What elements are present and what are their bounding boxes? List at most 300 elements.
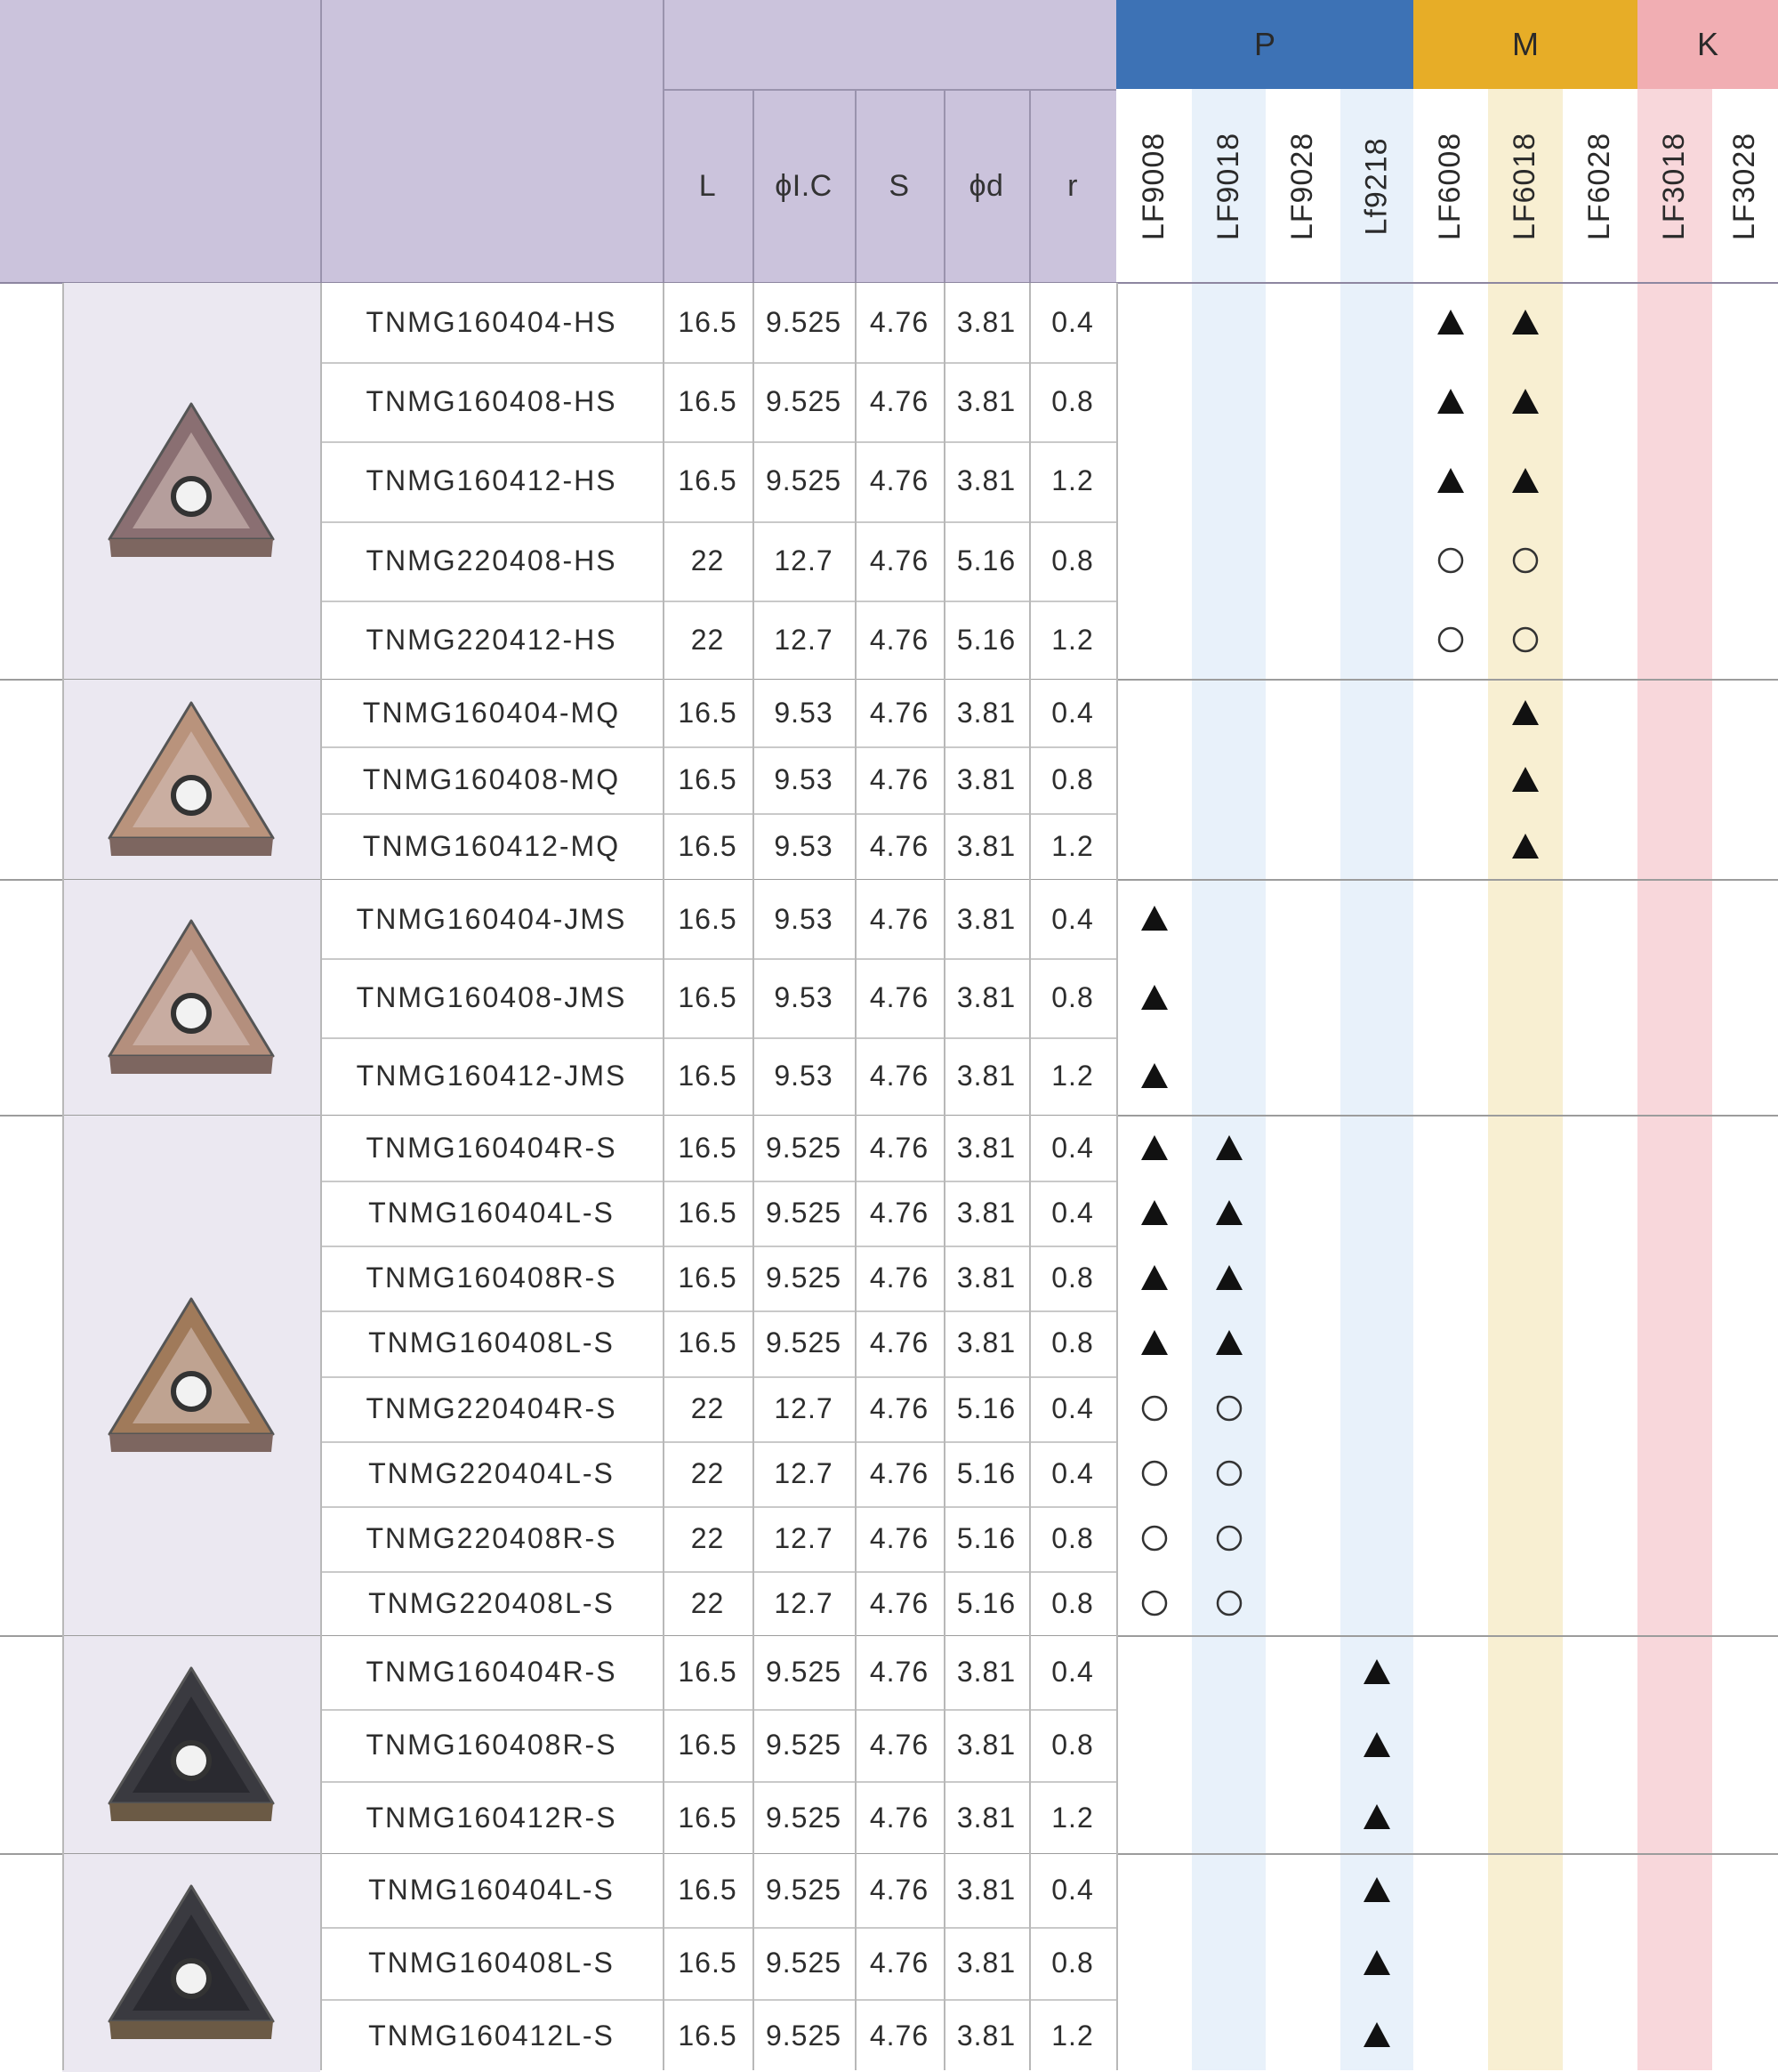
dimension-r-value <box>1029 441 1116 520</box>
dimension-value-text: 1.2 <box>1051 464 1094 497</box>
available-triangle-icon <box>1207 1191 1251 1236</box>
row-divider <box>320 746 1116 748</box>
available-triangle-icon <box>1132 1126 1177 1171</box>
insert-image-cell <box>62 680 320 880</box>
dimension-value-text: 12.7 <box>774 623 833 656</box>
row-divider <box>320 1999 1116 2001</box>
model-code-text: TNMG160408L-S <box>368 1326 615 1359</box>
dimension-r-value <box>1029 1246 1116 1310</box>
available-triangle-icon <box>1355 1723 1399 1768</box>
dimension-value-text: 9.525 <box>765 1946 842 1979</box>
dimension-value-text: 4.76 <box>869 1456 929 1489</box>
dimension-r-value <box>1029 1636 1116 1709</box>
material-group-label: K <box>1696 26 1718 62</box>
dimension-s-value <box>855 1709 944 1782</box>
model-code <box>320 1246 663 1310</box>
dimension-d-value <box>944 1246 1029 1310</box>
dimension-d-value <box>944 1310 1029 1375</box>
available-triangle-icon <box>1132 1191 1177 1236</box>
dimension-value-text: 12.7 <box>774 1586 833 1619</box>
dimension-value-text: 9.53 <box>774 830 833 862</box>
dimension-ic-value <box>752 601 855 680</box>
dimension-l-value <box>663 441 752 520</box>
dimension-value-text: 4.76 <box>869 544 929 576</box>
dimension-value-text: 16.5 <box>678 763 737 795</box>
optional-circle-icon <box>1132 1451 1177 1496</box>
dimension-d-value <box>944 958 1029 1036</box>
model-code-text: TNMG220412-HS <box>366 623 617 656</box>
dimension-value-text: 4.76 <box>869 902 929 935</box>
dimension-value-text: 16.5 <box>678 1656 737 1689</box>
column-divider <box>752 283 754 2070</box>
row-divider <box>320 1441 1116 1443</box>
dimension-value-text: 4.76 <box>869 1728 929 1761</box>
dimension-value-text: 4.76 <box>869 763 929 795</box>
dimension-value-text: 5.16 <box>956 1456 1017 1489</box>
model-code <box>320 1636 663 1709</box>
dimension-ic-value <box>752 441 855 520</box>
model-code <box>320 1781 663 1854</box>
dimension-value-text: 4.76 <box>869 1262 929 1294</box>
available-triangle-icon <box>1355 1795 1399 1840</box>
dimension-r-value <box>1029 1927 1116 2000</box>
model-code <box>320 1181 663 1246</box>
dimension-value-text: 16.5 <box>678 1262 737 1294</box>
dimension-value-text: 4.76 <box>869 2019 929 2052</box>
dimension-value-text: 0.8 <box>1051 544 1094 576</box>
dimension-ic-value <box>752 362 855 441</box>
dimension-value-text: 3.81 <box>956 980 1017 1013</box>
model-code-text: TNMG160412-MQ <box>362 830 621 862</box>
dimension-value-text: 3.81 <box>956 1197 1017 1229</box>
triangular-insert-s-bronze-icon <box>102 1292 280 1461</box>
dimension-value-text: 9.525 <box>765 464 842 497</box>
dimension-r-value <box>1029 746 1116 813</box>
dimension-r-value <box>1029 283 1116 362</box>
dimension-ic-value <box>752 1310 855 1375</box>
dimension-value-text: 4.76 <box>869 1874 929 1907</box>
model-code-text: TNMG160412-HS <box>366 464 617 497</box>
dimension-value-text: 16.5 <box>678 385 737 418</box>
dimension-value-text: 0.8 <box>1051 980 1094 1013</box>
insert-image-cell <box>62 880 320 1116</box>
dimension-value-text: 0.4 <box>1051 1132 1094 1165</box>
grade-header-lf9218 <box>1340 89 1413 283</box>
dimension-l-value <box>663 1037 752 1116</box>
model-code <box>320 1854 663 1927</box>
dimension-value-text: 22 <box>690 1391 725 1424</box>
dimension-value-text: 16.5 <box>678 1801 737 1834</box>
dimension-value-text: 0.8 <box>1051 1586 1094 1619</box>
dimension-s-value <box>855 362 944 441</box>
dimension-l-value <box>663 1854 752 1927</box>
dimension-r-value <box>1029 1441 1116 1506</box>
dimension-d-value <box>944 1854 1029 1927</box>
dimension-ic-value <box>752 1037 855 1116</box>
dimension-r-value <box>1029 1506 1116 1571</box>
available-triangle-icon <box>1207 1321 1251 1366</box>
insert-image-cell <box>62 1116 320 1636</box>
available-triangle-icon <box>1132 1256 1177 1301</box>
row-divider <box>320 362 1116 364</box>
dimension-value-text: 5.16 <box>956 1391 1017 1424</box>
dimension-l-value <box>663 1310 752 1375</box>
dimension-value-text: 9.53 <box>774 1060 833 1092</box>
model-code-text: TNMG160404L-S <box>368 1874 615 1907</box>
dimension-value-text: 16.5 <box>678 697 737 729</box>
triangular-insert-s-dark-l-icon <box>102 1879 280 2048</box>
grade-header-label: LF3028 <box>1727 132 1762 240</box>
dimension-ic-value <box>752 1181 855 1246</box>
available-triangle-icon <box>1355 1941 1399 1986</box>
dimension-value-text: 3.81 <box>956 2019 1017 2052</box>
dimension-s-value <box>855 1037 944 1116</box>
dimension-value-text: 9.525 <box>765 1326 842 1359</box>
model-code-text: TNMG220408L-S <box>368 1586 615 1619</box>
available-triangle-icon <box>1132 1321 1177 1366</box>
dimension-r-value <box>1029 1116 1116 1181</box>
dimension-s-value <box>855 1927 944 2000</box>
dimension-value-text: 4.76 <box>869 1197 929 1229</box>
dimension-value-text: 16.5 <box>678 1060 737 1092</box>
available-triangle-icon <box>1132 976 1177 1020</box>
row-divider <box>320 813 1116 815</box>
dimension-ic-value <box>752 880 855 958</box>
dimension-d-value <box>944 1999 1029 2072</box>
available-triangle-icon <box>1132 1054 1177 1099</box>
dimension-value-text: 3.81 <box>956 306 1017 339</box>
dimension-d-value <box>944 813 1029 880</box>
dimension-ic-value <box>752 1441 855 1506</box>
row-divider <box>320 1709 1116 1711</box>
dimension-value-text: 0.8 <box>1051 1326 1094 1359</box>
dimension-s-value <box>855 1999 944 2072</box>
column-divider <box>1116 283 1118 2070</box>
dimension-value-text: 16.5 <box>678 306 737 339</box>
dimension-d-value <box>944 521 1029 601</box>
dimension-value-text: 4.76 <box>869 1132 929 1165</box>
dimension-d-value <box>944 1181 1029 1246</box>
dimension-d-value <box>944 1781 1029 1854</box>
model-code-text: TNMG160412R-S <box>366 1801 617 1834</box>
dimension-value-text: 16.5 <box>678 902 737 935</box>
model-code-text: TNMG160408-MQ <box>362 763 621 795</box>
dimension-ic-value <box>752 680 855 746</box>
model-code <box>320 441 663 520</box>
dimension-value-text: 12.7 <box>774 544 833 576</box>
dimension-l-value <box>663 958 752 1036</box>
dimension-value-text: 4.76 <box>869 623 929 656</box>
grade-header-lf3028 <box>1712 89 1778 283</box>
dimension-d-value <box>944 746 1029 813</box>
dimension-s-value <box>855 521 944 601</box>
available-triangle-icon <box>1428 459 1473 504</box>
dimension-value-text: 3.81 <box>956 1326 1017 1359</box>
dimension-r-value <box>1029 1781 1116 1854</box>
optional-circle-icon <box>1132 1581 1177 1625</box>
row-divider <box>320 1181 1116 1182</box>
column-divider <box>944 283 945 2070</box>
header-column-divider <box>944 89 945 283</box>
available-triangle-icon <box>1503 459 1548 504</box>
triangular-insert-hs-icon <box>102 397 280 566</box>
dimension-value-text: 9.525 <box>765 385 842 418</box>
dimension-value-text: 9.525 <box>765 1197 842 1229</box>
dimension-value-text: 0.4 <box>1051 306 1094 339</box>
dimension-ic-value <box>752 813 855 880</box>
column-divider <box>62 283 64 2070</box>
dimension-value-text: 0.8 <box>1051 1946 1094 1979</box>
model-code-text: TNMG160408R-S <box>366 1728 617 1761</box>
dimension-l-value <box>663 1571 752 1636</box>
dimension-value-text: 3.81 <box>956 1946 1017 1979</box>
dimension-value-text: 4.76 <box>869 385 929 418</box>
grade-header-label: LF6018 <box>1508 132 1542 240</box>
model-code-text: TNMG220408R-S <box>366 1521 617 1554</box>
model-code <box>320 1571 663 1636</box>
available-triangle-icon <box>1503 758 1548 802</box>
model-code <box>320 521 663 601</box>
dimension-ic-value <box>752 1116 855 1181</box>
material-group-label: P <box>1253 26 1275 62</box>
dimension-value-text: 4.76 <box>869 1801 929 1834</box>
dimension-s-value <box>855 958 944 1036</box>
grade-header-label: LF6028 <box>1582 132 1617 240</box>
dimension-ic-value <box>752 1854 855 1927</box>
dimension-d-value <box>944 1037 1029 1116</box>
optional-circle-icon <box>1503 617 1548 662</box>
dimension-value-text: 3.81 <box>956 1874 1017 1907</box>
grade-header-label: LF6008 <box>1433 132 1468 240</box>
dimension-d-value <box>944 1927 1029 2000</box>
dimension-d-value <box>944 1116 1029 1181</box>
dimension-d-value <box>944 880 1029 958</box>
dimension-value-text: 0.4 <box>1051 1391 1094 1424</box>
available-triangle-icon <box>1355 1650 1399 1695</box>
dimension-value-text: 4.76 <box>869 1391 929 1424</box>
model-code-text: TNMG160404R-S <box>366 1132 617 1165</box>
header-column-divider <box>320 0 322 283</box>
dimension-value-text: 4.76 <box>869 697 929 729</box>
dimension-value-text: 9.53 <box>774 902 833 935</box>
dimension-value-text: 0.4 <box>1051 1456 1094 1489</box>
dimension-value-text: 0.4 <box>1051 697 1094 729</box>
dimension-value-text: 4.76 <box>869 1656 929 1689</box>
dimension-s-value <box>855 1441 944 1506</box>
dimension-value-text: 16.5 <box>678 2019 737 2052</box>
dimension-l-value <box>663 813 752 880</box>
dimension-header-label: ϕI.C <box>775 168 833 203</box>
dimension-header-0 <box>663 89 752 283</box>
dimension-value-text: 3.81 <box>956 1132 1017 1165</box>
dimension-ic-value <box>752 1999 855 2072</box>
dimension-l-value <box>663 1181 752 1246</box>
dimension-r-value <box>1029 1571 1116 1636</box>
model-code <box>320 1376 663 1441</box>
available-triangle-icon <box>1132 897 1177 941</box>
available-triangle-icon <box>1428 380 1473 424</box>
model-code <box>320 362 663 441</box>
material-group-label: M <box>1512 26 1539 62</box>
dimension-l-value <box>663 1781 752 1854</box>
row-divider <box>320 441 1116 443</box>
header-column-divider <box>855 89 857 283</box>
dimension-header-label: ϕd <box>969 168 1004 203</box>
model-code <box>320 1116 663 1181</box>
dimension-d-value <box>944 441 1029 520</box>
header-divider <box>663 89 1116 91</box>
dimension-l-value <box>663 680 752 746</box>
dimension-d-value <box>944 680 1029 746</box>
dimension-value-text: 0.4 <box>1051 1197 1094 1229</box>
dimension-value-text: 4.76 <box>869 1060 929 1092</box>
optional-circle-icon <box>1207 1451 1251 1496</box>
dimension-value-text: 4.76 <box>869 1326 929 1359</box>
dimension-value-text: 5.16 <box>956 1586 1017 1619</box>
model-code <box>320 746 663 813</box>
header-column-divider <box>752 89 754 283</box>
grade-header-lf3018 <box>1637 89 1712 283</box>
dimension-value-text: 16.5 <box>678 1197 737 1229</box>
dimension-r-value <box>1029 813 1116 880</box>
model-code <box>320 283 663 362</box>
dimension-value-text: 22 <box>690 1521 725 1554</box>
dimension-value-text: 3.81 <box>956 464 1017 497</box>
dimension-l-value <box>663 1636 752 1709</box>
column-divider <box>320 283 322 2070</box>
dimension-value-text: 4.76 <box>869 306 929 339</box>
dimension-value-text: 9.53 <box>774 980 833 1013</box>
dimension-value-text: 0.8 <box>1051 1728 1094 1761</box>
dimension-s-value <box>855 441 944 520</box>
available-triangle-icon <box>1428 301 1473 345</box>
model-code <box>320 680 663 746</box>
dimension-d-value <box>944 283 1029 362</box>
dimension-s-value <box>855 1506 944 1571</box>
dimension-value-text: 9.525 <box>765 1262 842 1294</box>
triangular-insert-s-dark-r-icon <box>102 1661 280 1830</box>
dimension-s-value <box>855 680 944 746</box>
available-triangle-icon <box>1503 380 1548 424</box>
row-divider <box>320 1927 1116 1929</box>
dimension-value-text: 1.2 <box>1051 623 1094 656</box>
dimension-value-text: 1.2 <box>1051 2019 1094 2052</box>
dimension-value-text: 16.5 <box>678 464 737 497</box>
available-triangle-icon <box>1207 1126 1251 1171</box>
dimension-value-text: 22 <box>690 1586 725 1619</box>
dimension-value-text: 9.525 <box>765 1728 842 1761</box>
material-group-p <box>1116 0 1413 89</box>
triangular-insert-mq-icon <box>102 696 280 865</box>
grade-header-lf9008 <box>1116 89 1192 283</box>
dimension-s-value <box>855 1854 944 1927</box>
dimension-ic-value <box>752 1246 855 1310</box>
dimension-l-value <box>663 880 752 958</box>
model-code-text: TNMG160404-MQ <box>362 697 621 729</box>
dimension-ic-value <box>752 746 855 813</box>
dimension-value-text: 4.76 <box>869 830 929 862</box>
dimension-s-value <box>855 1181 944 1246</box>
dimension-ic-value <box>752 1571 855 1636</box>
dimension-value-text: 16.5 <box>678 830 737 862</box>
dimension-ic-value <box>752 1636 855 1709</box>
dimension-value-text: 16.5 <box>678 1326 737 1359</box>
row-divider <box>320 1781 1116 1783</box>
dimension-d-value <box>944 1376 1029 1441</box>
dimension-value-text: 16.5 <box>678 1132 737 1165</box>
dimension-r-value <box>1029 1181 1116 1246</box>
dimension-d-value <box>944 1636 1029 1709</box>
model-code-text: TNMG160408L-S <box>368 1946 615 1979</box>
dimension-d-value <box>944 1571 1029 1636</box>
dimension-value-text: 9.525 <box>765 1656 842 1689</box>
dimension-ic-value <box>752 1376 855 1441</box>
dimension-r-value <box>1029 521 1116 601</box>
grade-header-lf6028 <box>1563 89 1637 283</box>
row-divider <box>320 521 1116 523</box>
dimension-s-value <box>855 1116 944 1181</box>
column-divider <box>855 283 857 2070</box>
dimension-value-text: 3.81 <box>956 1728 1017 1761</box>
model-code-text: TNMG160404-HS <box>366 306 617 339</box>
available-triangle-icon <box>1503 301 1548 345</box>
dimension-value-text: 1.2 <box>1051 1801 1094 1834</box>
dimension-value-text: 22 <box>690 623 725 656</box>
dimension-value-text: 4.76 <box>869 980 929 1013</box>
header-column-divider <box>1029 89 1031 283</box>
dimension-value-text: 1.2 <box>1051 830 1094 862</box>
model-code-text: TNMG160408-HS <box>366 385 617 418</box>
row-divider <box>320 958 1116 960</box>
model-code <box>320 1709 663 1782</box>
dimension-value-text: 9.525 <box>765 1801 842 1834</box>
dimension-value-text: 12.7 <box>774 1391 833 1424</box>
dimension-value-text: 0.8 <box>1051 1521 1094 1554</box>
optional-circle-icon <box>1503 538 1548 583</box>
dimension-s-value <box>855 746 944 813</box>
dimension-r-value <box>1029 1709 1116 1782</box>
dimension-value-text: 3.81 <box>956 1060 1017 1092</box>
dimension-value-text: 3.81 <box>956 1801 1017 1834</box>
optional-circle-icon <box>1428 538 1473 583</box>
dimension-r-value <box>1029 680 1116 746</box>
dimension-value-text: 5.16 <box>956 544 1017 576</box>
dimension-s-value <box>855 283 944 362</box>
grade-header-label: LF9008 <box>1137 132 1171 240</box>
dimension-ic-value <box>752 1927 855 2000</box>
dimension-ic-value <box>752 1781 855 1854</box>
dimension-r-value <box>1029 1310 1116 1375</box>
row-divider <box>320 1037 1116 1039</box>
dimension-value-text: 5.16 <box>956 1521 1017 1554</box>
dimension-l-value <box>663 1116 752 1181</box>
column-divider <box>663 283 664 2070</box>
grade-header-lf9018 <box>1192 89 1266 283</box>
dimension-value-text: 16.5 <box>678 1874 737 1907</box>
model-code-text: TNMG160412L-S <box>368 2019 615 2052</box>
model-code <box>320 1037 663 1116</box>
dimension-l-value <box>663 1999 752 2072</box>
dimension-value-text: 4.76 <box>869 464 929 497</box>
dimension-r-value <box>1029 1854 1116 1927</box>
dimension-l-value <box>663 283 752 362</box>
material-group-k <box>1637 0 1778 89</box>
dimension-d-value <box>944 1709 1029 1782</box>
dimension-value-text: 9.525 <box>765 2019 842 2052</box>
row-divider <box>320 1571 1116 1573</box>
row-divider <box>320 1310 1116 1312</box>
dimension-l-value <box>663 746 752 813</box>
